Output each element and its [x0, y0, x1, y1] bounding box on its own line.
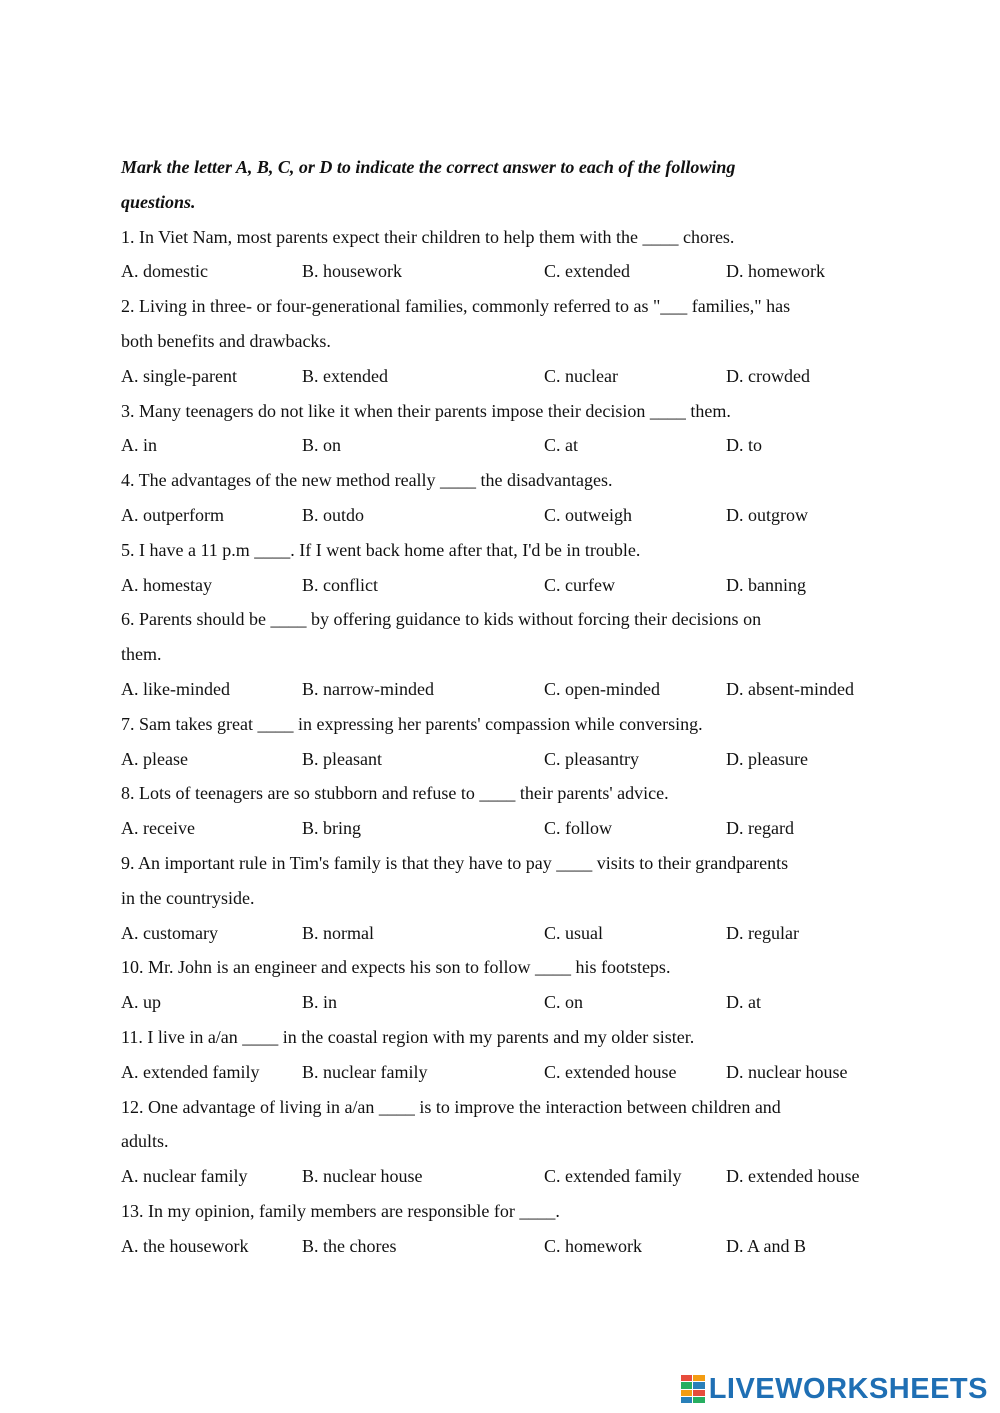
question-text: in the countryside. — [121, 887, 255, 908]
answer-option-d[interactable]: D. pleasure — [726, 748, 808, 769]
question-text: 6. Parents should be ____ by offering guidance to kids without forcing their decisions on — [121, 609, 762, 630]
answer-option-d[interactable]: D. nuclear house — [726, 1061, 848, 1082]
question-text: 11. I live in a/an ____ in the coastal region with my parents and my older sister. — [121, 1026, 695, 1047]
answer-option-b[interactable]: B. the chores — [302, 1235, 397, 1256]
answer-options — [121, 1229, 881, 1264]
logo-text: LIVEWORKSHEETS — [708, 1372, 988, 1405]
answer-option-d[interactable]: D. extended house — [726, 1166, 860, 1187]
question-item — [121, 220, 881, 290]
answer-options — [121, 359, 881, 394]
answer-options — [121, 568, 881, 603]
answer-option-a[interactable]: A. receive — [121, 818, 195, 839]
question-item — [121, 707, 881, 777]
question-text: 3. Many teenagers do not like it when their parents impose their decision ____ them. — [121, 400, 731, 421]
answer-option-d[interactable]: D. banning — [726, 574, 806, 595]
question-text: them. — [121, 644, 162, 665]
question-item — [121, 846, 881, 950]
answer-options — [121, 498, 881, 533]
answer-option-c[interactable]: C. follow — [544, 818, 613, 839]
answer-option-d[interactable]: D. crowded — [726, 365, 810, 386]
question-item — [121, 289, 881, 393]
question-item — [121, 1194, 881, 1264]
question-item — [121, 1020, 881, 1090]
answer-option-b[interactable]: B. extended — [302, 365, 388, 386]
question-text: 8. Lots of teenagers are so stubborn and refuse to ____ their parents' advice. — [121, 783, 669, 804]
question-item — [121, 602, 881, 706]
answer-option-d[interactable]: D. absent-minded — [726, 678, 854, 699]
question-text: 7. Sam takes great ____ in expressing her parents' compassion while conversing. — [121, 713, 703, 734]
answer-option-b[interactable]: B. conflict — [302, 574, 378, 595]
answer-option-b[interactable]: B. nuclear family — [302, 1061, 428, 1082]
instruction-line-1: Mark the letter A, B, C, or D to indicate the correct answer to each of the following — [121, 157, 736, 177]
question-text: 5. I have a 11 p.m ____. If I went back home after that, I'd be in trouble. — [121, 539, 641, 560]
instruction-line-2: questions. — [121, 191, 196, 212]
question-item — [121, 776, 881, 846]
answer-options — [121, 428, 881, 463]
answer-options — [121, 742, 881, 777]
question-item — [121, 533, 881, 603]
liveworksheets-logo-icon — [681, 1375, 705, 1403]
answer-option-a[interactable]: A. outperform — [121, 504, 224, 525]
answer-options — [121, 672, 881, 707]
answer-option-a[interactable]: A. extended family — [121, 1061, 260, 1082]
question-text: both benefits and drawbacks. — [121, 330, 331, 351]
answer-option-c[interactable]: C. at — [544, 435, 578, 456]
answer-option-c[interactable]: C. on — [544, 992, 584, 1013]
question-text: 1. In Viet Nam, most parents expect their children to help them with the ____ chores. — [121, 226, 735, 247]
question-item — [121, 463, 881, 533]
answer-options — [121, 985, 881, 1020]
answer-option-b[interactable]: B. outdo — [302, 504, 365, 525]
answer-option-b[interactable]: B. pleasant — [302, 748, 382, 769]
question-item — [121, 1090, 881, 1194]
answer-option-d[interactable]: D. regard — [726, 818, 794, 839]
answer-option-b[interactable]: B. housework — [302, 261, 402, 282]
answer-option-d[interactable]: D. at — [726, 992, 761, 1013]
answer-option-c[interactable]: C. curfew — [544, 574, 615, 595]
question-item — [121, 394, 881, 464]
question-text: 12. One advantage of living in a/an ____ is to improve the interaction between children and — [121, 1096, 781, 1117]
question-text: 9. An important rule in Tim's family is that they have to pay ____ visits to their grandparents — [121, 852, 789, 873]
answer-options — [121, 1159, 881, 1194]
answer-option-a[interactable]: A. homestay — [121, 574, 212, 595]
answer-option-b[interactable]: B. in — [302, 992, 338, 1013]
answer-option-d[interactable]: D. to — [726, 435, 762, 456]
answer-option-a[interactable]: A. nuclear family — [121, 1166, 248, 1187]
question-item — [121, 950, 881, 1020]
question-text: adults. — [121, 1131, 169, 1152]
answer-option-b[interactable]: B. normal — [302, 922, 374, 943]
answer-option-d[interactable]: D. A and B — [726, 1235, 807, 1256]
answer-options — [121, 916, 881, 951]
answer-options — [121, 254, 881, 289]
answer-option-c[interactable]: C. extended — [544, 261, 630, 282]
question-text: 13. In my opinion, family members are responsible for ____. — [121, 1200, 560, 1221]
answer-option-a[interactable]: A. in — [121, 435, 157, 456]
answer-option-d[interactable]: D. outgrow — [726, 504, 808, 525]
answer-option-c[interactable]: C. open-minded — [544, 678, 660, 699]
worksheet-page — [121, 150, 881, 1264]
liveworksheets-logo — [681, 1372, 988, 1406]
answer-option-d[interactable]: D. homework — [726, 261, 825, 282]
answer-option-c[interactable]: C. outweigh — [544, 504, 632, 525]
answer-option-a[interactable]: A. the housework — [121, 1235, 249, 1256]
question-text: 4. The advantages of the new method really ____ the disadvantages. — [121, 470, 613, 491]
question-list — [121, 220, 881, 1264]
answer-option-a[interactable]: A. single-parent — [121, 365, 237, 386]
answer-option-a[interactable]: A. domestic — [121, 261, 208, 282]
question-text: 2. Living in three- or four-generational families, commonly referred to as "___ families," has — [121, 296, 791, 317]
answer-option-c[interactable]: C. usual — [544, 922, 604, 943]
answer-option-d[interactable]: D. regular — [726, 922, 799, 943]
answer-option-a[interactable]: A. customary — [121, 922, 218, 943]
answer-option-a[interactable]: A. up — [121, 992, 161, 1013]
answer-option-b[interactable]: B. nuclear house — [302, 1166, 423, 1187]
answer-options — [121, 811, 881, 846]
answer-option-c[interactable]: C. extended house — [544, 1061, 677, 1082]
answer-option-c[interactable]: C. homework — [544, 1235, 642, 1256]
answer-option-c[interactable]: C. nuclear — [544, 365, 618, 386]
answer-option-c[interactable]: C. extended family — [544, 1166, 682, 1187]
answer-option-b[interactable]: B. narrow-minded — [302, 678, 434, 699]
answer-option-b[interactable]: B. bring — [302, 818, 362, 839]
answer-option-c[interactable]: C. pleasantry — [544, 748, 639, 769]
answer-option-a[interactable]: A. please — [121, 748, 188, 769]
answer-option-a[interactable]: A. like-minded — [121, 678, 230, 699]
answer-options — [121, 1055, 881, 1090]
answer-option-b[interactable]: B. on — [302, 435, 342, 456]
question-text: 10. Mr. John is an engineer and expects his son to follow ____ his footsteps. — [121, 957, 671, 978]
